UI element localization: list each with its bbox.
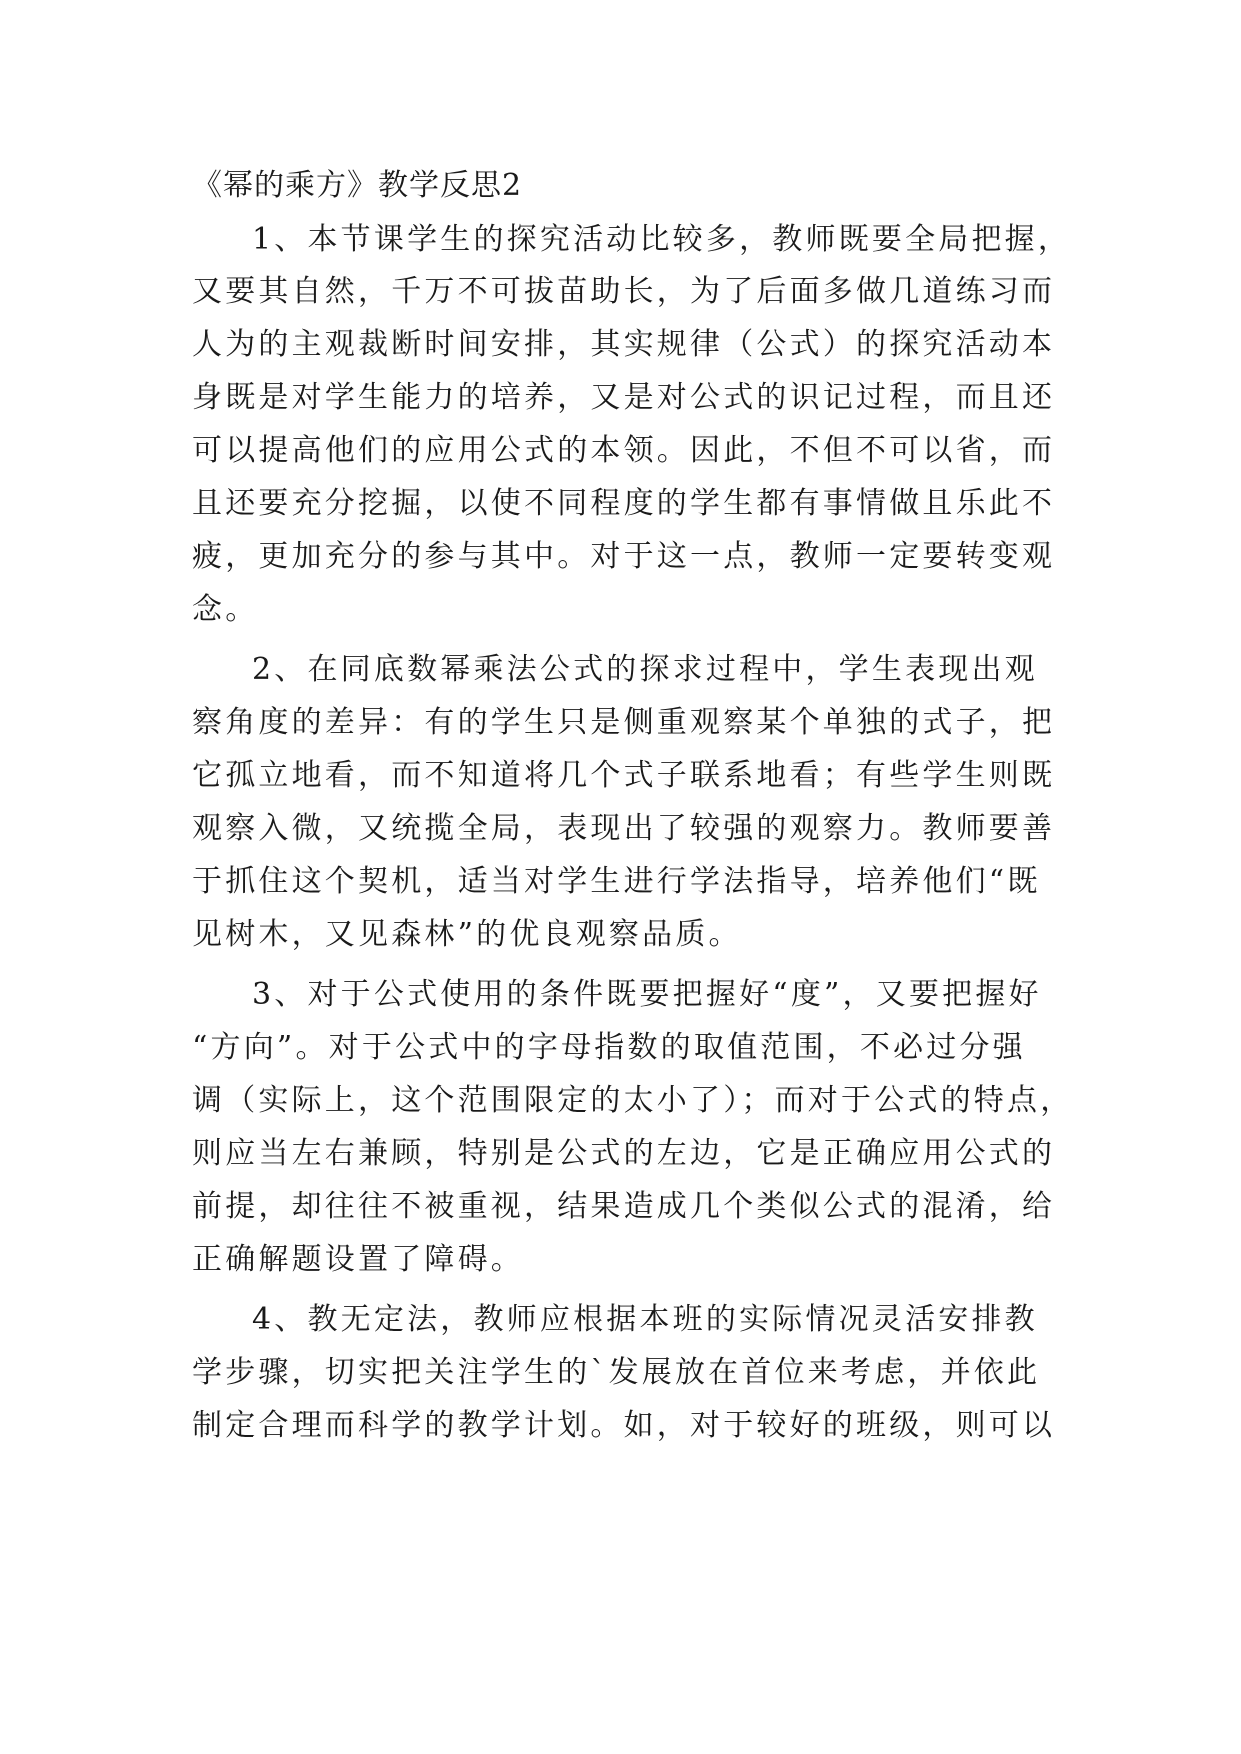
- paragraph-3-line-4: 则应当左右兼顾，特别是公式的左边，它是正确应用公式的: [192, 1136, 1056, 1171]
- paragraph-4-line-1: 4、教无定法，教师应根据本班的实际情况灵活安排教: [252, 1302, 1038, 1337]
- paragraph-3-line-6: 正确解题设置了障碍。: [192, 1242, 524, 1277]
- paragraph-1-line-2: 又要其自然，千万不可拔苗助长，为了后面多做几道练习而: [192, 274, 1056, 309]
- paragraph-2-line-1: 2、在同底数幂乘法公式的探求过程中，学生表现出观: [252, 652, 1038, 687]
- paragraph-2-line-5: 于抓住这个契机，适当对学生进行学法指导，培养他们“既: [192, 864, 1041, 899]
- paragraph-1-line-5: 可以提高他们的应用公式的本领。因此，不但不可以省，而: [192, 433, 1056, 468]
- paragraph-1-line-3: 人为的主观裁断时间安排，其实规律（公式）的探究活动本: [192, 327, 1056, 362]
- paragraph-4-line-2: 学步骤，切实把关注学生的`发展放在首位来考虑，并依此: [192, 1355, 1041, 1390]
- paragraph-3-line-3: 调（实际上，这个范围限定的太小了）；而对于公式的特点，: [192, 1083, 1074, 1118]
- paragraph-3-line-2: “方向”。对于公式中的字母指数的取值范围，不必过分强: [192, 1030, 1026, 1065]
- paragraph-2-line-6: 见树木，又见森林”的优良观察品质。: [192, 917, 742, 952]
- paragraph-3-line-1: 3、对于公式使用的条件既要把握好“度”，又要把握好: [252, 977, 1042, 1012]
- paragraph-1-line-1: 1、本节课学生的探究活动比较多，教师既要全局把握，: [252, 222, 1072, 257]
- paragraph-3-line-5: 前提，却往往不被重视，结果造成几个类似公式的混淆，给: [192, 1189, 1056, 1224]
- paragraph-2-line-4: 观察入微，又统揽全局，表现出了较强的观察力。教师要善: [192, 811, 1056, 846]
- paragraph-1-line-7: 疲，更加充分的参与其中。对于这一点，教师一定要转变观: [192, 539, 1056, 574]
- paragraph-2-line-3: 它孤立地看，而不知道将几个式子联系地看；有些学生则既: [192, 758, 1056, 793]
- paragraph-1-line-4: 身既是对学生能力的培养，又是对公式的识记过程，而且还: [192, 380, 1056, 415]
- paragraph-2-line-2: 察角度的差异：有的学生只是侧重观察某个单独的式子，把: [192, 705, 1056, 740]
- paragraph-4-line-3: 制定合理而科学的教学计划。如，对于较好的班级，则可以: [192, 1408, 1056, 1443]
- paragraph-1-line-6: 且还要充分挖掘，以使不同程度的学生都有事情做且乐此不: [192, 486, 1056, 521]
- paragraph-1-line-8: 念。: [192, 592, 259, 627]
- document-title: 《幂的乘方》教学反思2: [192, 168, 523, 203]
